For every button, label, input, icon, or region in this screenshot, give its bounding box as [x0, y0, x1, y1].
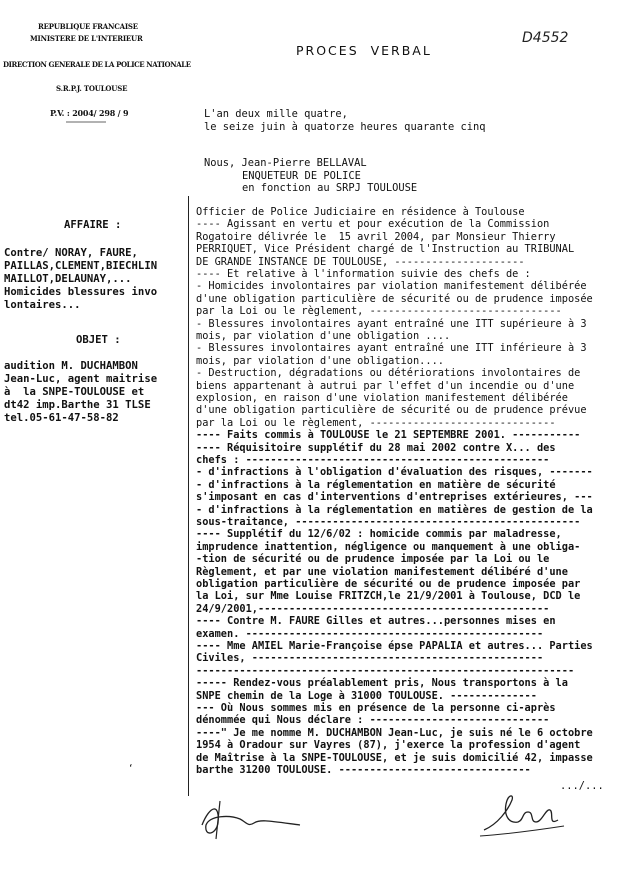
- body-line: - d'infractions à la réglementation en matière de sécurité: [196, 478, 556, 491]
- body-line: Règlement, et par une violation manifestement délibéré d'une: [196, 565, 568, 578]
- officer-posting: en fonction au SRPJ TOULOUSE: [242, 182, 418, 194]
- body-line: s'imposant en cas d'interventions d'entreprises extérieures, ---: [196, 491, 593, 504]
- affaire-line: MAILLOT,DELAUNAY,...: [4, 273, 132, 285]
- affaire-heading: AFFAIRE :: [64, 219, 122, 231]
- body-line: 1954 à Oradour sur Vayres (87), j'exerce la profession d'agent: [196, 739, 581, 752]
- body-line: - Destruction, dégradations ou détériorations involontaires de: [196, 367, 581, 380]
- objet-line: audition M. DUCHAMBON: [4, 360, 138, 372]
- body-line: mois, par violation d'une obligation ....: [196, 330, 451, 342]
- body-line: par la Loi ou le règlement, ------------------------------: [196, 416, 556, 429]
- body-line: imprudence inattention, négligence ou manquement à une obliga-: [196, 540, 581, 553]
- body-line: ---- Faits commis à TOULOUSE le 21 SEPTEMBRE 2001. -----------: [196, 429, 581, 442]
- body-line: Officier de Police Judiciaire en résidence à Toulouse: [196, 206, 525, 218]
- body-line: d'une obligation particulière de sécurité ou de prudence imposée: [196, 292, 593, 305]
- objet-line: tel.05-61-47-58-82: [4, 412, 119, 424]
- body-line: SNPE chemin de la Loge à 31000 TOULOUSE. --------------: [196, 689, 537, 702]
- affaire-line: Contre/ NORAY, FAURE,: [4, 247, 138, 259]
- affaire-line: lontaires...: [4, 299, 81, 311]
- affaire-line: PAILLAS,CLEMENT,BIECHLIN: [4, 260, 158, 272]
- body-line: ---- Agissant en vertu et pour exécution de la Commission: [196, 218, 550, 231]
- body-line: ----- Rendez-vous préalablement pris, Nous transportons à la: [196, 677, 568, 690]
- body-line: ----" Je me nomme M. DUCHAMBON Jean-Luc, je suis né le 6 octobre: [196, 726, 593, 739]
- body-line: -tion de sécurité ou de prudence imposée par la Loi ou le: [196, 553, 550, 566]
- body-line: - d'infractions à la réglementation en matières de gestion de la: [196, 503, 593, 516]
- body-line: ---- Réquisitoire supplétif du 28 mai 2002 contre X... des: [196, 441, 556, 454]
- body-line: la Loi, sur Mme Louise FRITZCH,le 21/9/2001 à Toulouse, DCD le: [196, 590, 581, 603]
- body-line: ---- Supplétif du 12/6/02 : homicide commis par maladresse,: [196, 528, 562, 541]
- body-line: examen. ------------------------------------------------: [196, 627, 544, 640]
- srpj-header: S.R.P.J. TOULOUSE: [56, 84, 128, 93]
- republic-header: REPUBLIQUE FRANCAISE: [38, 22, 138, 31]
- objet-line: Jean-Luc, agent maitrise: [4, 373, 158, 385]
- body-line: barthe 31200 TOULOUSE. -------------------------------: [196, 764, 531, 776]
- left-signature: [190, 795, 310, 845]
- body-line: --- Où Nous sommes mis en présence de la personne ci-après: [196, 702, 556, 714]
- body-line: par la Loi ou le règlement, -------------------------------: [196, 305, 562, 318]
- body-line: dénommée qui Nous déclare : -----------------------------: [196, 714, 550, 727]
- ministry-header: MINISTERE DE L'INTERIEUR: [30, 34, 143, 43]
- body-line: d'une obligation particulière de sécurité ou de prudence prévue: [196, 404, 587, 417]
- date-line-2: le seize juin à quatorze heures quarante cinq: [204, 121, 486, 133]
- body-line: - Blessures involontaires ayant entraîné une ITT supérieure à 3: [196, 317, 587, 330]
- date-line-1: L'an deux mille quatre,: [204, 108, 348, 120]
- document-stamp-number: D4552: [522, 30, 569, 46]
- direction-header: DIRECTION GENERALE DE LA POLICE NATIONALE: [3, 60, 191, 69]
- officer-rank: ENQUETEUR DE POLICE: [242, 170, 361, 182]
- body-line: ---- Mme AMIEL Marie-Françoise épse PAPALIA et autres... Parties: [196, 640, 593, 652]
- continuation-mark: .../...: [560, 780, 604, 792]
- body-line: DE GRANDE INSTANCE DE TOULOUSE, ---------------------: [196, 255, 525, 268]
- body-line: chefs : -------------------------------------------------: [196, 454, 550, 466]
- stray-mark: ‘: [128, 764, 134, 774]
- body-line: ---- Et relative à l'information suivie des chefs de :: [196, 268, 531, 280]
- objet-line: dt42 imp.Barthe 31 TLSE: [4, 399, 151, 411]
- body-line: 24/9/2001,-----------------------------------------------: [196, 602, 550, 615]
- pv-number: P.V. : 2004/ 298 / 9: [50, 108, 129, 118]
- body-line: - Homicides involontaires par violation manifestement délibérée: [196, 280, 587, 293]
- body-line: sous-traitance, ----------------------------------------------: [196, 516, 581, 528]
- body-line: de Maîtrise à la SNPE-TOULOUSE, et je suis domicilié 42, impasse: [196, 751, 593, 764]
- page-title: PROCES VERBAL: [296, 43, 432, 58]
- body-line: ---- Contre M. FAURE Gilles et autres...personnes mises en: [196, 615, 556, 628]
- body-line: - Blessures involontaires ayant entraîné une ITT inférieure à 3: [196, 342, 587, 355]
- body-line: obligation particulière de sécurité ou de prudence imposée par: [196, 578, 581, 590]
- body-line: Rogatoire délivrée le 15 avril 2004, par Monsieur Thierry: [196, 230, 556, 243]
- pv-underline: [66, 120, 106, 126]
- body-line: PERRIQUET, Vice Président chargé de l'Instruction au TRIBUNAL: [196, 243, 575, 256]
- body-line: biens appartenant à autrui par l'effet d'un incendie ou d'une: [196, 379, 575, 392]
- body-line: Civiles, -----------------------------------------------: [196, 652, 544, 665]
- right-signature: [478, 790, 568, 840]
- body-line: - d'infractions à l'obligation d'évaluation des risques, -------: [196, 466, 593, 479]
- officer-name: Nous, Jean-Pierre BELLAVAL: [204, 157, 367, 169]
- affaire-line: Homicides blessures invo: [4, 286, 158, 298]
- column-separator: [188, 196, 189, 796]
- body-line: -------------------------------------------------------------: [196, 664, 575, 677]
- body-line: explosion, en raison d'une violation manifestement délibérée: [196, 392, 568, 404]
- body-line: mois, par violation d'une obligation....: [196, 354, 444, 367]
- objet-line: à la SNPE-TOULOUSE et: [4, 386, 145, 398]
- objet-heading: OBJET :: [76, 334, 121, 346]
